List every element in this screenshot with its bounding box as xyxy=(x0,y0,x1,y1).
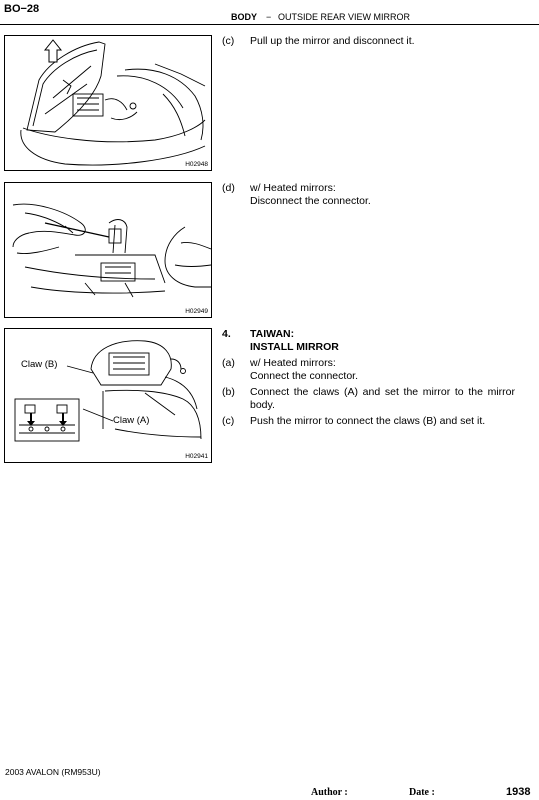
step-text: Push the mirror to connect the claws (B) and set it. xyxy=(250,415,486,427)
header-rule xyxy=(0,24,539,25)
footer-model: 2003 AVALON (RM953U) xyxy=(5,767,101,777)
callout-claw-b: Claw (B) xyxy=(21,359,58,370)
claw-detail-inset xyxy=(15,399,79,441)
step-text: Disconnect the connector. xyxy=(250,195,371,207)
claws-illustration xyxy=(5,329,211,462)
footer-page-number: 1938 xyxy=(506,786,531,798)
figure-code: H02948 xyxy=(185,161,208,168)
step-label: (b) xyxy=(222,386,235,398)
step-condition: w/ Heated mirrors: xyxy=(250,182,336,194)
step-label: (d) xyxy=(222,182,235,194)
figure-install-mirror xyxy=(4,328,212,463)
step-label: (c) xyxy=(222,35,235,47)
step-text: Pull up the mirror and disconnect it. xyxy=(250,35,415,47)
page-id: BO−28 xyxy=(4,3,40,15)
step-heading-region: TAIWAN: xyxy=(250,328,295,340)
step-text: Connect the connector. xyxy=(250,370,358,382)
step-text: Connect the claws (A) and set the mirror to the mirror body. xyxy=(250,386,515,411)
header-section: BODY xyxy=(231,12,258,22)
step-number: 4. xyxy=(222,328,231,340)
figure-disconnect-connector xyxy=(4,182,212,318)
down-arrow-icon xyxy=(59,413,67,426)
mirror-removal-illustration xyxy=(5,36,211,170)
footer-author-label: Author : xyxy=(311,787,348,798)
step-heading-title: INSTALL MIRROR xyxy=(250,341,339,353)
down-arrow-icon xyxy=(27,413,35,426)
connector-illustration xyxy=(5,183,211,317)
footer-date-label: Date : xyxy=(409,787,435,798)
callout-claw-a: Claw (A) xyxy=(113,415,150,426)
header-separator: − xyxy=(266,12,272,22)
step-label: (a) xyxy=(222,357,235,369)
step-condition: w/ Heated mirrors: xyxy=(250,357,336,369)
figure-pull-up-mirror xyxy=(4,35,212,171)
figure-code: H02949 xyxy=(185,308,208,315)
header-title: OUTSIDE REAR VIEW MIRROR xyxy=(278,12,411,22)
step-label: (c) xyxy=(222,415,235,427)
figure-code: H02941 xyxy=(185,453,208,460)
